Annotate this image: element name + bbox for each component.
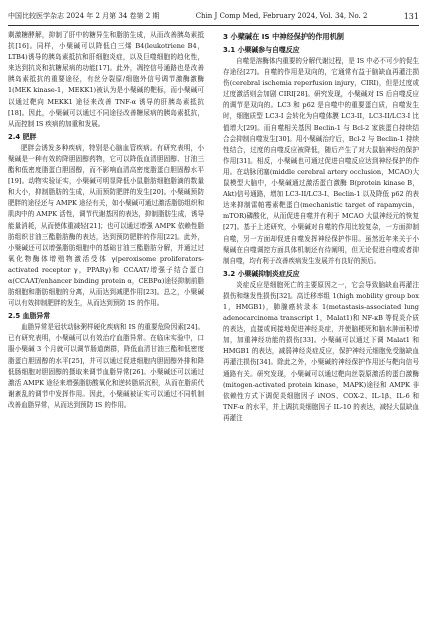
page-number: 131 [403,11,419,21]
subsection-heading: 3.1 小檗碱参与自噬反应 [223,46,300,54]
subsection-heading: 2.4 肥胖 [8,132,37,141]
paragraph: 血脂异常是冠状动脉粥样硬化疾病和 IS 的重要危险因素[24]。已有研究表明，小檗碱可以有效治疗血脂异常。在临床实验中，口服小檗碱 3 个月就可以调节肠道菌群，降低血清甘油三酯和低密度脂蛋白胆固醇的水平[25]，并可以通过促进细胞内胆固醇外排和降低肠细胞对胆固醇的摄取来调节血脂异常[26]。小檗碱还可以通过激活 AMPK 途径来增强脂肪酸氧化和逆转脂质沉积，从而在脂质代谢紊乱的调节中发挥作用。因此，小檗碱被证实可以通过不同机制改善血脂异常，从而达到预防 IS 的作用。 [8,323,204,409]
journal-cn: 中国比较医学杂志 2024 年 2 月第 34 卷第 2 期 [8,12,160,20]
journal-en: Chin J Comp Med, February 2024, Vol. 34, No. 2 [195,12,368,20]
paragraph: 剩激糖酵解，抑制了肝中的糖异生和脂肪生成，从而改善胰岛素抵抗[16]。同样，小檗碱可以降低白三烯 B4(leukotriene B4，LTB4)诱导的胰岛素抵抗和肝细胞炎症，以及巨噬细胞的趋化性，来达到抗炎和抗糖尿病的功能[17]。此外，凋控信号通路也是改善胰岛素抵抗的重要途径，有丝分裂原/细胞外信号调节激酶激酶 1(MEK kinase-1，MEKK1)被认为是小檗碱的靶标，而小檗碱可以通过靶向 MEKK1 途径来改善 TNF-α 诱导的肝胰岛素抵抗[18]。因此，小檗碱可以通过不同途径改善糖尿病的胰岛素抵抗，从而控制 IS 疾病的加重和发展。 [8,31,204,128]
running-header [8,9,419,26]
right-column [223,30,419,424]
paragraph: 炎症反应是细胞死亡的主要原因之一，它会导致脑缺血再灌注损伤和继发性损伤[32]。高迁移率组 1(high mobility group box 1，HMGB1)，肺腺癌转录本 1(metastasis-associated lung adenocarcinoma transcript 1，Malat1)和 NF-κB 等促炎介质的表达，直接或间接地促进神经炎症，并使脑梗死和脑水肿面积增加，加重神经功能的损伤[33]。小檗碱可以通过下调 Malat1 和 HMGB1 的表达，减弱神经炎症反应，保护神经元细胞免受脑缺血再灌注损伤[34]。除此之外，小檗碱的神经保护作用还与靶向信号通路有关。研究发现，小檗碱可以通过靶向丝裂原激活的蛋白激酶(mitogen-activated protein kinase，MAPK)途径和 AMPK 非依赖性方式下调促炎细胞因子 iNOS、COX-2、IL-1β、IL-6 和 TNF-α 的水平，并上调抗炎细胞因子 IL-10 的表达，减轻大鼠缺血再灌注 [223,280,419,422]
section-heading: 3 小檗碱在 IS 中神经保护的作用机制 [223,32,344,41]
paragraph: 肥胖会诱发多种疾病，特别是心脑血管疾病。有研究表明，小檗碱是一种有效的降胆固醇药物，它可以降低血清胆固醇、甘油三酯和低密度脂蛋白胆固醇，而不影响血清高密度脂蛋白胆固醇水平[19]。动物实验证实，小檗碱可明显降低小鼠脂肪细胞脂滴的数量和大小，抑制脂肪的生成，从而预防肥胖的发生[20]。小檗碱预防肥胖的途径还与 AMPK 途径有关，如小檗碱可通过激活脂肪组织和肌肉中的 AMPK 活性，调节代谢基因的表达，抑制脂肪生成，诱导能量消耗，从而使体重减轻[21]；也可以通过增强 AMPK 依赖性脂肪组织甘油三酯脂肪酶的表达，达到预防肥胖的作用[22]。此外，小檗碱还可以增强脂肪细胞中的基础甘油三酯脂肪分解，并通过过氧化物酶体增殖物激活受体 γ(peroxisome proliferators-activated receptor γ，PPARγ)和 CCAAT/增强子结合蛋白 α(CCAAT/enhancer binding protein α，CEBPα)途径抑制前脂肪细胞和脂肪细胞的分离，从而达到减肥作用[23]。总之，小檗碱可以有效抑制肥胖的发生，从而达到预防 IS 的作用。 [8,143,204,308]
left-column [8,30,204,411]
paragraph: 自噬是溶酶体内重要的分解代谢过程，是 IS 中必不可少的促生存途径[27]。自噬的作用是双向的，它通常有益于脑缺血再灌注损伤(cerebral ischemia reperfusion injury，CIRI)，但是过度或过度激活则会加剧 CIRI[28]。研究发现，小檗碱对 IS 后自噬反应的调节是双向的。LC3 和 p62 是自噬中的重要蛋白质，自噬发生时，细胞质型 LC3-I 会转化为自噬体膜 LC3-II，LC3-II/LC3-I 比值增大[29]。而自噬相关基因 Beclin-1 与 Bcl-2 家族蛋白持续结合会抑制自噬发生[30]。用小檗碱治疗后，Bcl-2 与 Beclin-1 持续性结合，过度的自噬反应被降低，随后产生了对大鼠脑神经的保护作用[31]。相反，小檗碱也可通过促进自噬反应达到神经保护的作用。在动脉闭塞(middle cerebral artery occlusion，MCAO)大鼠模型大脑中，小檗碱通过激活蛋白激酶 B(protein kinase B，Akt)信号通路，增加 LC3-II/LC3-I、Beclin-1 以及降低 p62 的表达来抑制雷帕霉素靶蛋白(mechanistic target of rapamycin，mTOR)磷酸化，从而促进自噬并有利于 MCAO 大鼠神经元的恢复[27]。基于上述研究，小檗碱对自噬的作用比较复杂，一方面抑制自噬，另一方面却促进自噬发挥神经保护作用。虽然近年来关于小檗碱在自噬调控方面具体机制还有待阐明，但无论促进自噬或者抑制自噬，均有利于改善疾病发生发展并有良好的预后。 [223,57,419,265]
subsection-heading: 2.5 血脂异常 [8,312,51,321]
subsection-heading: 3.2 小檗碱抑制炎症反应 [223,269,300,278]
